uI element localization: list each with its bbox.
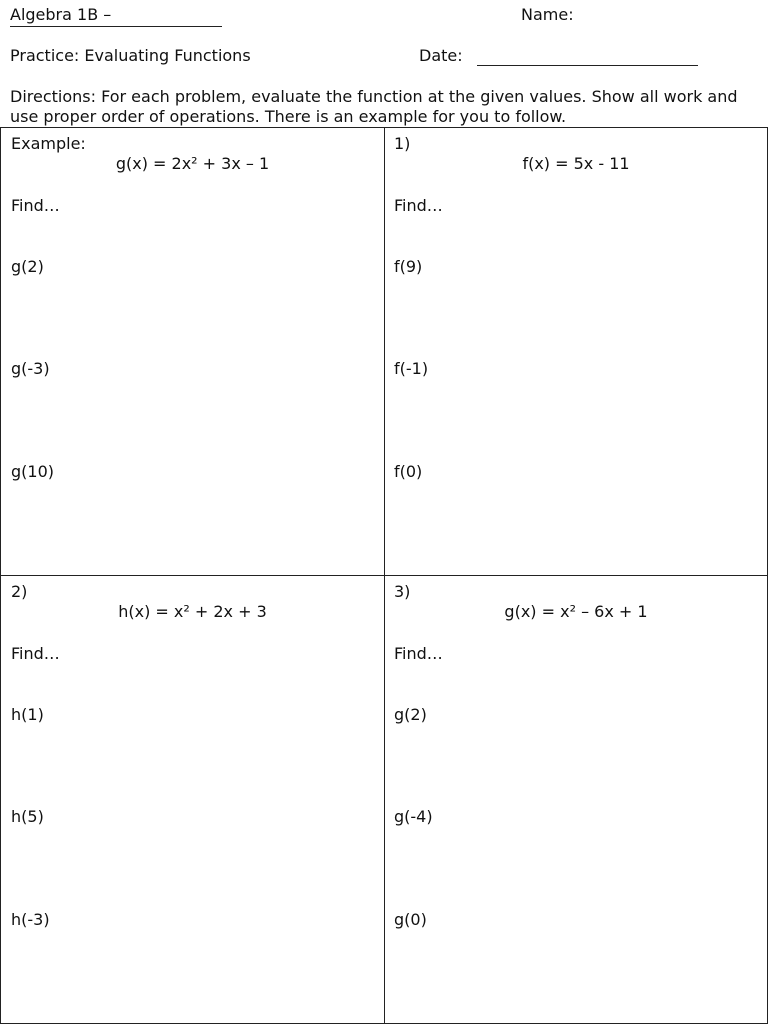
course-title: Algebra 1B – <box>10 5 112 24</box>
evaluation-item: f(0) <box>394 462 423 481</box>
practice-title: Practice: Evaluating Functions <box>10 46 251 65</box>
evaluation-item: h(5) <box>11 807 44 826</box>
problem-label: 2) <box>11 582 28 601</box>
name-label: Name: <box>521 5 574 24</box>
name-blank-line <box>10 26 222 27</box>
problem-cell-example <box>1 128 384 575</box>
problem-cell-2 <box>1 576 384 1023</box>
evaluation-item: h(-3) <box>11 910 50 929</box>
find-label: Find… <box>11 196 60 215</box>
evaluation-item: g(-3) <box>11 359 50 378</box>
function-definition: h(x) = x² + 2x + 3 <box>118 602 267 621</box>
find-label: Find… <box>11 644 60 663</box>
evaluation-item: g(2) <box>11 257 44 276</box>
problem-cell-3 <box>384 576 768 1023</box>
evaluation-item: g(2) <box>394 705 427 724</box>
date-label: Date: <box>419 46 463 65</box>
evaluation-item: g(0) <box>394 910 427 929</box>
problem-label: Example: <box>11 134 86 153</box>
evaluation-item: g(10) <box>11 462 54 481</box>
problem-grid <box>0 127 768 1024</box>
evaluation-item: h(1) <box>11 705 44 724</box>
find-label: Find… <box>394 196 443 215</box>
problem-label: 3) <box>394 582 411 601</box>
directions-text: Directions: For each problem, evaluate the function at the given values. Show all work and use proper order of operations. There is an example for you to follow. <box>10 87 738 126</box>
problem-label: 1) <box>394 134 411 153</box>
function-definition: g(x) = 2x² + 3x – 1 <box>115 154 270 173</box>
date-blank-line <box>477 46 698 66</box>
problem-cell-1 <box>384 128 768 575</box>
find-label: Find… <box>394 644 443 663</box>
function-definition: f(x) = 5x - 11 <box>522 154 630 173</box>
evaluation-item: f(9) <box>394 257 423 276</box>
function-definition: g(x) = x² – 6x + 1 <box>504 602 648 621</box>
evaluation-item: g(-4) <box>394 807 433 826</box>
evaluation-item: f(-1) <box>394 359 429 378</box>
